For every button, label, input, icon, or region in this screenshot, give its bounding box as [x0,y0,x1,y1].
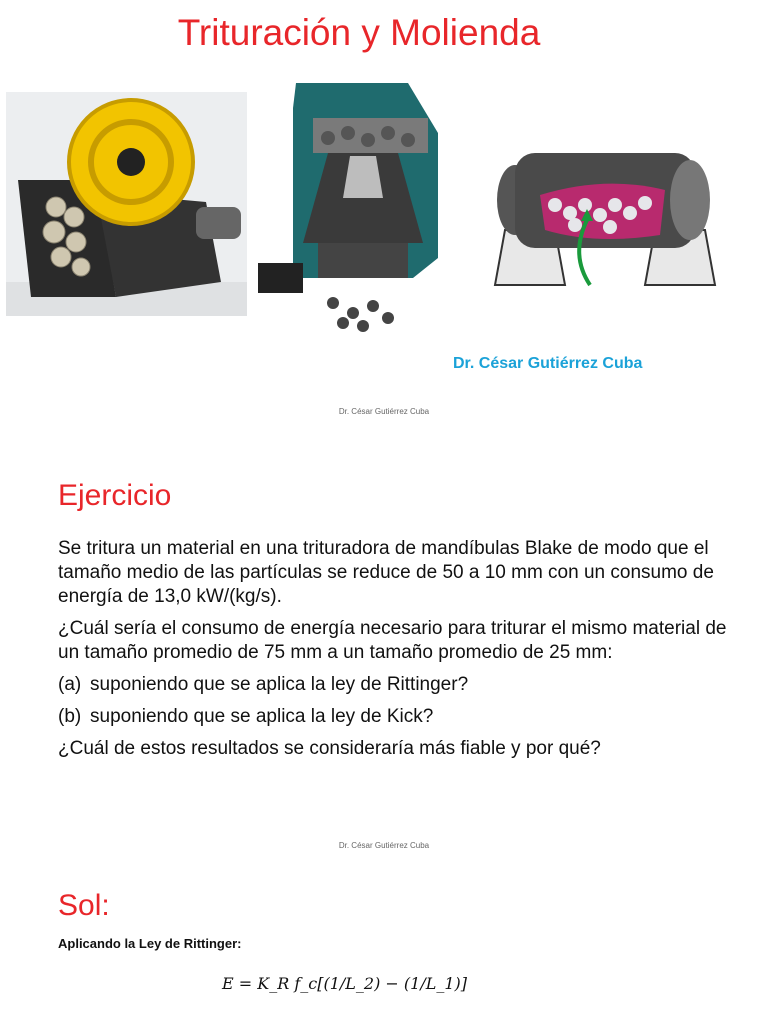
item-text: suponiendo que se aplica la ley de Rittinger? [90,674,469,695]
slide-footer: Dr. César Gutiérrez Cuba [338,841,430,850]
solution-subheading: Aplicando la Ley de Rittinger: [58,936,242,951]
solution-heading: Sol: [58,889,110,922]
ball-mill-image [475,135,737,295]
exercise-paragraph-2: ¿Cuál sería el consumo de energía necesario para triturar el mismo material de un tamaño promedio de 75 mm a un tamaño promedio de 25 mm: [58,618,727,663]
slide-footer: Dr. César Gutiérrez Cuba [338,407,430,416]
item-label: (a) [58,674,82,695]
author-name: Dr. César Gutiérrez Cuba [453,355,643,372]
exercise-item-b [58,705,738,729]
exercise-paragraph-1: Se tritura un material en una trituradora de mandíbulas Blake de modo que el tamaño medio de las partículas se reduce de 50 a 10 mm con un consumo de energía de 13,0 kW/(kg/s). [58,538,714,607]
exercise-body [58,537,738,769]
exercise-item-a [58,673,738,697]
cone-crusher-image [258,78,438,333]
slide-title: Trituración y Molienda [177,12,541,53]
item-text: suponiendo que se aplica la ley de Kick? [90,706,434,727]
exercise-heading: Ejercicio [58,479,172,512]
item-label: (b) [58,706,82,727]
exercise-paragraph-3: ¿Cuál de estos resultados se consideraría más fiable y por qué? [58,738,601,759]
rittinger-formula: E = K_R f_c[(1/L_2) − (1/L_1)] [222,974,468,993]
jaw-crusher-image [6,92,247,316]
